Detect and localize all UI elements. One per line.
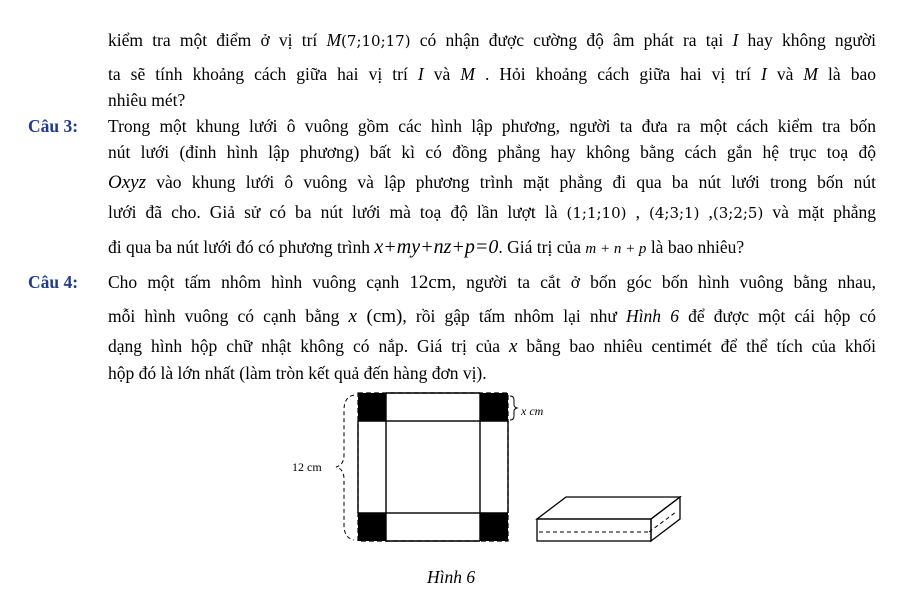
text: mỗi hình vuông có cạnh bằng xyxy=(108,306,349,326)
math-x: x xyxy=(509,336,518,357)
open-box-3d xyxy=(537,497,680,541)
math-M: M xyxy=(326,30,342,50)
brace-x xyxy=(510,396,517,420)
math-coord: (7;10;17) xyxy=(341,32,411,50)
corner-square-bottom-right xyxy=(480,513,508,541)
box-front-face xyxy=(537,519,651,541)
text: Trong một khung lưới ô vuông gồm các hình lập phương, người ta đưa ra một cách kiểm tra bốn xyxy=(108,116,876,136)
math-Oxyz: Oxyz xyxy=(108,172,146,193)
text: kiểm tra một điểm ở vị trí xyxy=(108,30,327,50)
box-side-face xyxy=(651,497,680,541)
text: hay không người xyxy=(738,30,876,50)
figure-ref: Hình 6 xyxy=(626,306,679,326)
text: nút lưới (đỉnh hình lập phương) bất kì có đồng phẳng hay không bằng cách gắn hệ trục toạ độ xyxy=(108,142,876,162)
text: lưới đã cho. Giả sử có ba nút lưới mà toạ độ lần lượt là xyxy=(108,202,567,222)
math-x: x xyxy=(348,306,357,327)
box-base xyxy=(386,421,480,513)
math-unit: (cm) xyxy=(356,306,403,327)
text: . Giá trị của xyxy=(498,237,586,257)
math-point-1: (1;1;10) xyxy=(566,204,627,222)
text: , xyxy=(626,202,649,222)
text: , xyxy=(699,202,713,222)
text: hộp đó là lớn nhất (làm tròn kết quả đến hàng đơn vị). xyxy=(108,363,487,383)
corner-square-top-left xyxy=(358,393,386,421)
math-M: M xyxy=(803,64,818,84)
math-M: M xyxy=(460,64,475,84)
text: và xyxy=(766,64,804,84)
text: là bao nhiêu? xyxy=(646,237,745,257)
math-point-2: (4;3;1) xyxy=(649,204,700,222)
question-4-label: Câu 4: xyxy=(28,272,79,292)
text: đi qua ba nút lưới đó có phương trình xyxy=(108,237,375,257)
text: và mặt phẳng xyxy=(763,202,877,222)
corner-square-top-right xyxy=(480,393,508,421)
box-top-face xyxy=(537,497,680,519)
math-I: I xyxy=(732,30,739,50)
box-hidden-edge xyxy=(649,512,676,532)
text: để được một cái hộp có xyxy=(678,306,876,326)
text: dạng hình hộp chữ nhật không có nắp. Giá trị của xyxy=(108,336,510,356)
text: nhiêu mét? xyxy=(108,90,186,110)
math-I: I xyxy=(760,64,767,84)
text: và xyxy=(423,64,461,84)
text: , rồi gập tấm nhôm lại như xyxy=(402,306,627,326)
question-3-label: Câu 3: xyxy=(28,116,79,136)
math-point-3: (3;2;5) xyxy=(712,204,764,222)
text: bằng bao nhiêu centimét để thể tích của khối xyxy=(517,336,877,356)
text: là bao xyxy=(817,64,876,84)
text: ta sẽ tính khoảng cách giữa hai vị trí xyxy=(108,64,418,84)
label-x-cm: x cm xyxy=(521,404,544,418)
math-I: I xyxy=(417,64,424,84)
text: . Hỏi khoảng cách giữa hai vị trí xyxy=(474,64,761,84)
text: có nhận được cường độ âm phát ra tại xyxy=(410,30,733,50)
label-12cm: 12 cm xyxy=(292,460,322,474)
brace-12cm xyxy=(336,395,354,540)
math-12cm: 12cm xyxy=(409,272,452,293)
text: vào khung lưới ô vuông và lập phương trình mặt phẳng đi qua ba nút lưới trong bốn nút xyxy=(145,172,876,192)
corner-square-bottom-left xyxy=(358,513,386,541)
figure-caption: Hình 6 xyxy=(426,567,476,587)
text: Cho một tấm nhôm hình vuông cạnh xyxy=(108,272,410,292)
text: , người ta cắt ở bốn góc bốn hình vuông bằng nhau, xyxy=(451,272,876,292)
math-sum: m + n + p xyxy=(585,241,647,257)
math-plane-equation: x+my+nz+p=0 xyxy=(374,236,499,258)
